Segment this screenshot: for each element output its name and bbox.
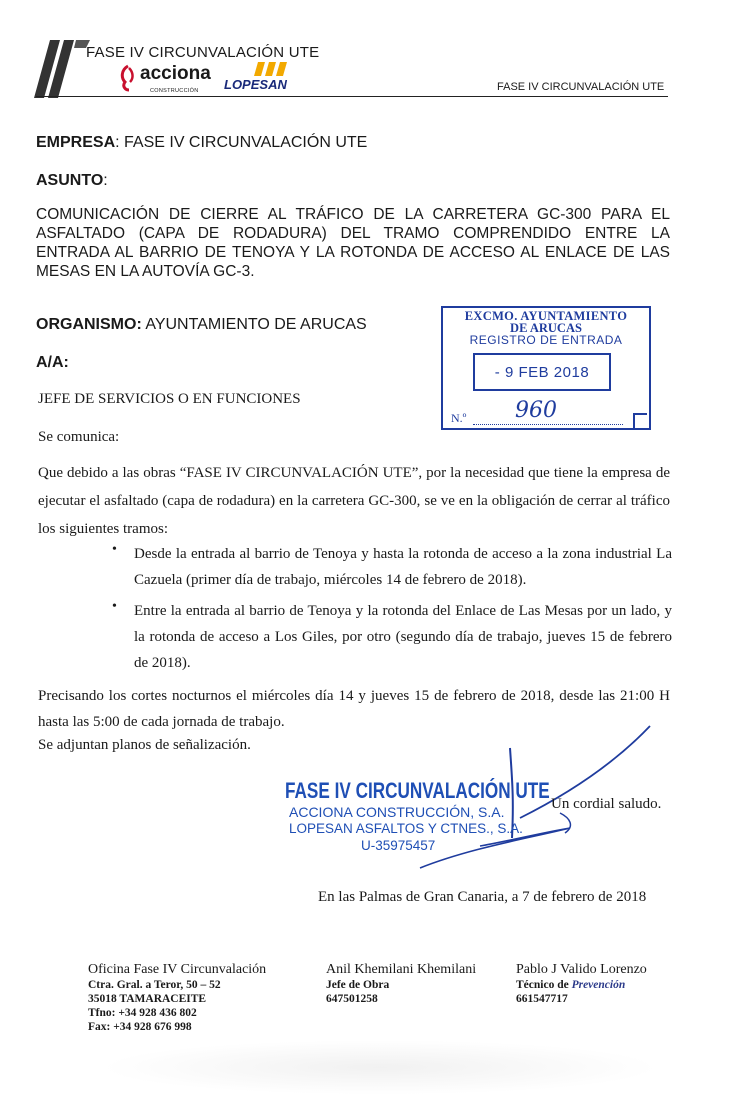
footer-person-2 — [516, 962, 647, 1006]
empresa-label: EMPRESA — [36, 134, 116, 151]
stamp-number: 960 — [515, 398, 557, 423]
empresa-field — [36, 134, 367, 152]
footer-person-2-role — [516, 978, 647, 992]
footer-person-1 — [326, 962, 476, 1006]
asunto-text: COMUNICACIÓN DE CIERRE AL TRÁFICO DE LA CARRETERA GC-300 PARA EL ASFALTADO (CAPA DE RODADURA) DEL TRAMO COMPRENDIDO ENTRE LA ENTRADA AL BARRIO DE TENOYA Y LA ROTONDA DE ACCESO AL ENLACE DE LAS MESAS EN LA AUTOVÍA GC-3. — [36, 206, 670, 280]
footer-person-2-role-a: Técnico de — [516, 979, 572, 991]
header-company-name: FASE IV CIRCUNVALACIÓN UTE — [86, 44, 320, 61]
stamp-number-label: N.º — [451, 411, 467, 425]
bullet-icon: • — [112, 599, 117, 614]
closing-text: Un cordial saludo. — [551, 796, 662, 812]
footer-office — [88, 962, 266, 1034]
asunto-label: ASUNTO — [36, 172, 104, 189]
stamp-corner-mark — [633, 413, 647, 429]
scan-smudge — [100, 1040, 660, 1095]
schedule-paragraph: Precisando los cortes nocturnos el miércoles día 14 y jueves 15 de febrero de 2018, desde las 21:00 H hasta las 5:00 de cada jornada de trabajo. — [38, 688, 670, 730]
stamp-line-2: DE ARUCAS — [510, 321, 582, 335]
se-comunica-text: Se comunica: — [38, 429, 120, 445]
attachments-note: Se adjuntan planos de señalización. — [38, 737, 251, 753]
company-stamp-line-2: ACCIONA CONSTRUCCIÓN, S.A. — [289, 804, 505, 820]
stamp-date: - 9 FEB 2018 — [494, 364, 590, 381]
bullet-icon: • — [112, 542, 117, 557]
company-stamp-line-4: U-35975457 — [361, 838, 436, 853]
stamp-date-box — [473, 353, 611, 391]
organismo-label: ORGANISMO: — [36, 316, 142, 333]
stamp-line-3: REGISTRO DE ENTRADA — [469, 333, 623, 347]
asunto-label-colon: : — [103, 172, 108, 189]
footer-office-line: Tfno: +34 928 436 802 — [88, 1007, 197, 1019]
header-right-title: FASE IV CIRCUNVALACIÓN UTE — [497, 81, 665, 93]
acciona-logo-icon — [117, 64, 139, 92]
footer-office-line: Ctra. Gral. a Teror, 50 – 52 — [88, 979, 221, 991]
bullet-item: Desde la entrada al barrio de Tenoya y hasta la rotonda de acceso a la zona industrial La Cazuela (primer día de trabajo, miércoles 14 de febrero de 2018). — [134, 546, 672, 588]
company-stamp-line-3: LOPESAN ASFALTOS Y CTNES., S.A. — [289, 821, 523, 836]
acciona-logo-subtext: CONSTRUCCIÓN — [150, 88, 199, 94]
organismo-field — [36, 316, 367, 334]
recipient-text: JEFE DE SERVICIOS O EN FUNCIONES — [38, 391, 301, 407]
organismo-value: AYUNTAMIENTO DE ARUCAS — [141, 316, 367, 333]
footer-person-2-phone: 661547717 — [516, 993, 568, 1005]
footer-person-1-phone: 647501258 — [326, 993, 378, 1005]
stamp-line-1: EXCMO. AYUNTAMIENTO — [464, 309, 628, 323]
registry-stamp — [441, 306, 651, 430]
body-paragraph: Que debido a las obras “FASE IV CIRCUNVALACIÓN UTE”, por la necesidad que tiene la empresa de ejecutar el asfaltado (capa de rodadura) en la carretera GC-300, se ve en la obligación de cerrar al tráfico los siguientes tramos: — [38, 465, 670, 537]
header-divider — [36, 96, 668, 97]
bullet-item: Entre la entrada al barrio de Tenoya y la rotonda del Enlace de Las Mesas por un lado, y la rotonda de acceso a Los Giles, por otro (segundo día de trabajo, jueves 15 de febrero de 2018). — [134, 603, 672, 671]
acciona-logo-text: acciona — [140, 63, 211, 84]
fase-iv-logo — [30, 38, 92, 100]
footer-person-2-name: Pablo J Valido Lorenzo — [516, 962, 647, 977]
footer-person-1-role: Jefe de Obra — [326, 979, 390, 991]
aa-label: A/A: — [36, 354, 69, 371]
place-date: En las Palmas de Gran Canaria, a 7 de febrero de 2018 — [318, 889, 647, 905]
empresa-value: : FASE IV CIRCUNVALACIÓN UTE — [115, 134, 368, 151]
stamp-number-line — [473, 424, 623, 425]
footer-person-2-role-b: Prevención — [571, 979, 626, 991]
footer-office-line: Fax: +34 928 676 998 — [88, 1021, 192, 1033]
footer-office-title: Oficina Fase IV Circunvalación — [88, 962, 267, 977]
lopesan-logo-text: LOPESAN — [224, 77, 287, 92]
lopesan-logo-icon — [252, 62, 292, 76]
footer-office-line: 35018 TAMARACEITE — [88, 993, 207, 1005]
company-stamp-line-1: FASE IV CIRCUNVALACIÓN UTE — [285, 778, 550, 803]
footer-person-1-name: Anil Khemilani Khemilani — [326, 962, 477, 977]
asunto-field — [36, 172, 108, 190]
